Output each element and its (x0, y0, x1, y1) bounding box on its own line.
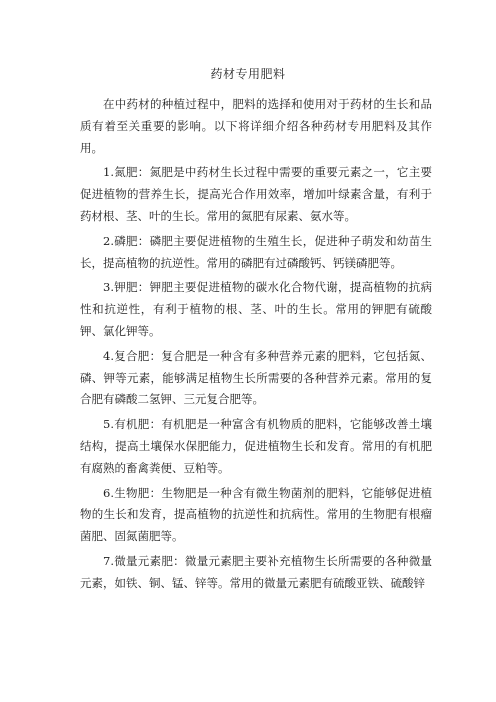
paragraph-compound: 4.复合肥：复合肥是一种含有多种营养元素的肥料，它包括氮、磷、钾等元素，能够满足植物生长所需要的各种营养元素。常用的复合肥有磷酸二氢钾、三元复合肥等。 (80, 348, 432, 407)
paragraph-organic: 5.有机肥：有机肥是一种富含有机物质的肥料，它能够改善土壤结构，提高土壤保水保肥能力，促进植物生长和发育。常用的有机肥有腐熟的畜禽粪便、豆粕等。 (80, 417, 432, 475)
paragraph-potassium: 3.钾肥：钾肥主要促进植物的碳水化合物代谢，提高植物的抗病性和抗逆性，有利于植物的根、茎、叶的生长。常用的钾肥有硫酸钾、氯化钾等。 (80, 280, 432, 338)
paragraph-trace-elements: 7.微量元素肥：微量元素肥主要补充植物生长所需要的各种微量元素，如铁、铜、锰、锌等。常用的微量元素肥有硫酸亚铁、硫酸锌 (80, 553, 432, 590)
document-body (80, 94, 432, 598)
paragraph-phosphorus: 2.磷肥：磷肥主要促进植物的生殖生长，促进种子萌发和幼苗生长，提高植物的抗逆性。常用的磷肥有过磷酸钙、钙镁磷肥等。 (80, 233, 432, 270)
paragraph-biological: 6.生物肥：生物肥是一种含有微生物菌剂的肥料，它能够促进植物的生长和发育，提高植物的抗逆性和抗病性。常用的生物肥有根瘤菌肥、固氮菌肥等。 (80, 485, 432, 544)
paragraph-nitrogen: 1.氮肥：氮肥是中药材生长过程中需要的重要元素之一，它主要促进植物的营养生长，提高光合作用效率，增加叶绿素含量，有利于药材根、茎、叶的生长。常用的氮肥有尿素、氨水等。 (80, 165, 432, 223)
document-title: 药材专用肥料 (210, 67, 286, 81)
intro-paragraph: 在中药材的种植过程中，肥料的选择和使用对于药材的生长和品质有着至关重要的影响。以下将详细介绍各种药材专用肥料及其作用。 (80, 97, 432, 155)
